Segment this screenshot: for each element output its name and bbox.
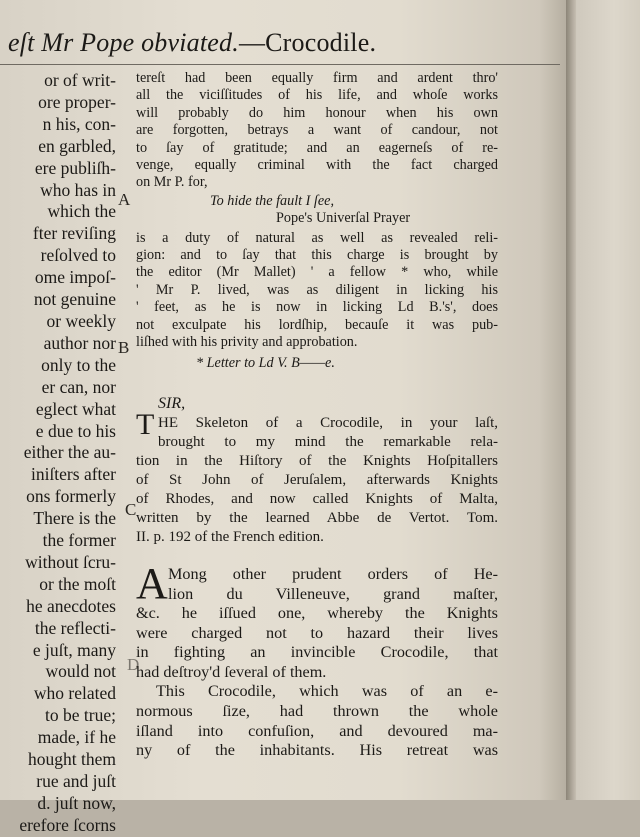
left-line: he anecdotes <box>26 595 116 616</box>
left-line: which the <box>47 201 116 222</box>
left-column-text <box>0 70 118 835</box>
left-line: ore proper- <box>38 91 116 112</box>
text-line: iſland into confuſion, and devoured ma- <box>136 721 498 740</box>
quote-source: Pope's Univerſal Prayer <box>276 210 411 227</box>
margin-marker-d: D <box>127 655 140 674</box>
binding-gutter <box>566 0 576 800</box>
left-line: only to the <box>41 354 116 375</box>
header-fragment: eſt <box>8 28 35 57</box>
margin-marker-a: A <box>118 190 131 209</box>
text-line: venge, equally criminal with the fact charged <box>136 157 498 174</box>
right-column-text <box>136 70 498 761</box>
text-line: ny of the inhabitants. His retreat was <box>136 741 498 760</box>
left-line: eglect what <box>35 398 116 419</box>
left-line: not genuine <box>33 289 116 310</box>
text-line: are forgotten, betrays a want of candour, not <box>136 122 498 139</box>
text-line: the editor (Mr Mallet) ' a fellow * who, while <box>136 264 498 281</box>
left-line: or the moſt <box>39 573 116 594</box>
text-line: in fighting an invincible Crocodile, that <box>136 643 498 662</box>
text-line: is a duty of natural as well as revealed reli- <box>136 229 498 246</box>
text-line: written by the learned Abbe de Vertot. Tom. <box>136 509 498 526</box>
left-line: reſolved to <box>40 245 116 266</box>
text-line: gion: and to ſay that this charge is brought by <box>136 247 498 264</box>
letter-section <box>136 394 498 547</box>
text-line: had deſtroy'd ſeveral of them. <box>136 662 327 681</box>
left-line: without ſcru- <box>25 551 116 572</box>
text-line: &c. he iſſued one, whereby the Knights <box>136 604 498 623</box>
left-line: ere publiſh- <box>34 157 116 178</box>
text-line: brought to my mind the remarkable rela- <box>158 433 498 450</box>
text-line: were charged not to hazard their lives <box>136 623 498 642</box>
left-line: who has in <box>40 179 116 200</box>
left-line: to be true; <box>45 705 116 726</box>
text-line: to ſay of gratitude; and an eagerneſs of re- <box>136 139 498 156</box>
left-line: hought them <box>28 749 116 770</box>
text-line: tion in the Hiſtory of the Knights Hoſpitallers <box>136 452 498 469</box>
left-line: either the au- <box>23 442 116 463</box>
text-line: will probably do him honour when his own <box>136 104 498 121</box>
left-line: the former <box>42 530 116 551</box>
text-line: This Crocodile, which was of an e- <box>156 682 498 701</box>
adjacent-blank-page <box>576 0 640 800</box>
text-line: not exculpate his lordſhip, becauſe it was pub- <box>136 316 498 333</box>
quote-line: To hide the fault I ſee, <box>210 192 334 209</box>
text-line: liſhed with his privity and approbation. <box>136 334 358 351</box>
header-crocodile: —Crocodile. <box>238 28 377 57</box>
left-line: er can, nor <box>41 376 116 397</box>
left-line: rue and juſt <box>36 771 116 791</box>
left-line: en garbled, <box>38 135 116 156</box>
text-line: of Rhodes, and now called Knights of Malta, <box>136 490 498 507</box>
header-obviated: obviated. <box>141 28 239 57</box>
left-line: n his, con- <box>42 113 116 134</box>
left-line: who related <box>33 683 116 704</box>
text-line: of St John of Jeruſalem, afterwards Knights <box>136 471 498 488</box>
text-line: II. p. 192 of the French edition. <box>136 528 324 545</box>
left-line: or weekly <box>46 310 116 331</box>
paragraph-order <box>136 558 498 683</box>
left-line: the reflecti- <box>34 617 116 638</box>
left-line: d. juſt now, <box>37 792 116 813</box>
left-line: e due to his <box>35 420 116 441</box>
text-line: Mong other prudent orders of He- <box>168 564 498 583</box>
margin-marker-b: B <box>118 338 130 357</box>
paragraph-description <box>136 682 498 760</box>
footnote: * Letter to Ld V. B——e. <box>196 354 335 371</box>
text-line: normous ſize, had thrown the whole <box>136 702 498 721</box>
letter-body <box>136 407 498 547</box>
header-rule <box>0 64 560 65</box>
left-line: made, if he <box>37 727 116 748</box>
text-line: all the viciſſitudes of his life, and whoſe works <box>136 87 498 104</box>
header-mr-pope: Mr Pope <box>41 28 135 57</box>
paragraph-continuation <box>136 70 498 192</box>
margin-marker-c: C <box>125 500 137 519</box>
salutation: SIR, <box>158 394 186 412</box>
text-line: lion du Villeneuve, grand maſter, <box>168 584 498 603</box>
drop-cap-a: A <box>136 558 168 608</box>
left-line: iniſters after <box>30 464 116 485</box>
left-line: There is the <box>33 508 116 529</box>
left-line: would not <box>45 661 116 682</box>
left-line: e juſt, many <box>32 639 116 660</box>
text-line: HE Skeleton of a Crocodile, in your laſt, <box>158 414 498 431</box>
page-header <box>8 28 376 58</box>
drop-cap-t: T <box>136 407 155 441</box>
text-line: ' Mr P. lived, was as diligent in licking his <box>136 281 498 298</box>
left-line: erefore ſcorns <box>19 814 116 835</box>
left-line: ome impoſ- <box>34 267 116 288</box>
left-line: fter reviſing <box>32 223 116 244</box>
text-line: on Mr P. for, <box>136 174 208 191</box>
paragraph-charge <box>136 230 498 352</box>
left-line: or of writ- <box>44 70 116 90</box>
text-line: tereſt had been equally firm and ardent thro' <box>136 70 498 86</box>
text-line: ' feet, as he is now in licking Ld B.'s', does <box>136 299 498 316</box>
left-line: ons formerly <box>26 486 116 507</box>
left-line: author nor <box>43 332 116 353</box>
crocodile-paragraph <box>136 558 498 761</box>
